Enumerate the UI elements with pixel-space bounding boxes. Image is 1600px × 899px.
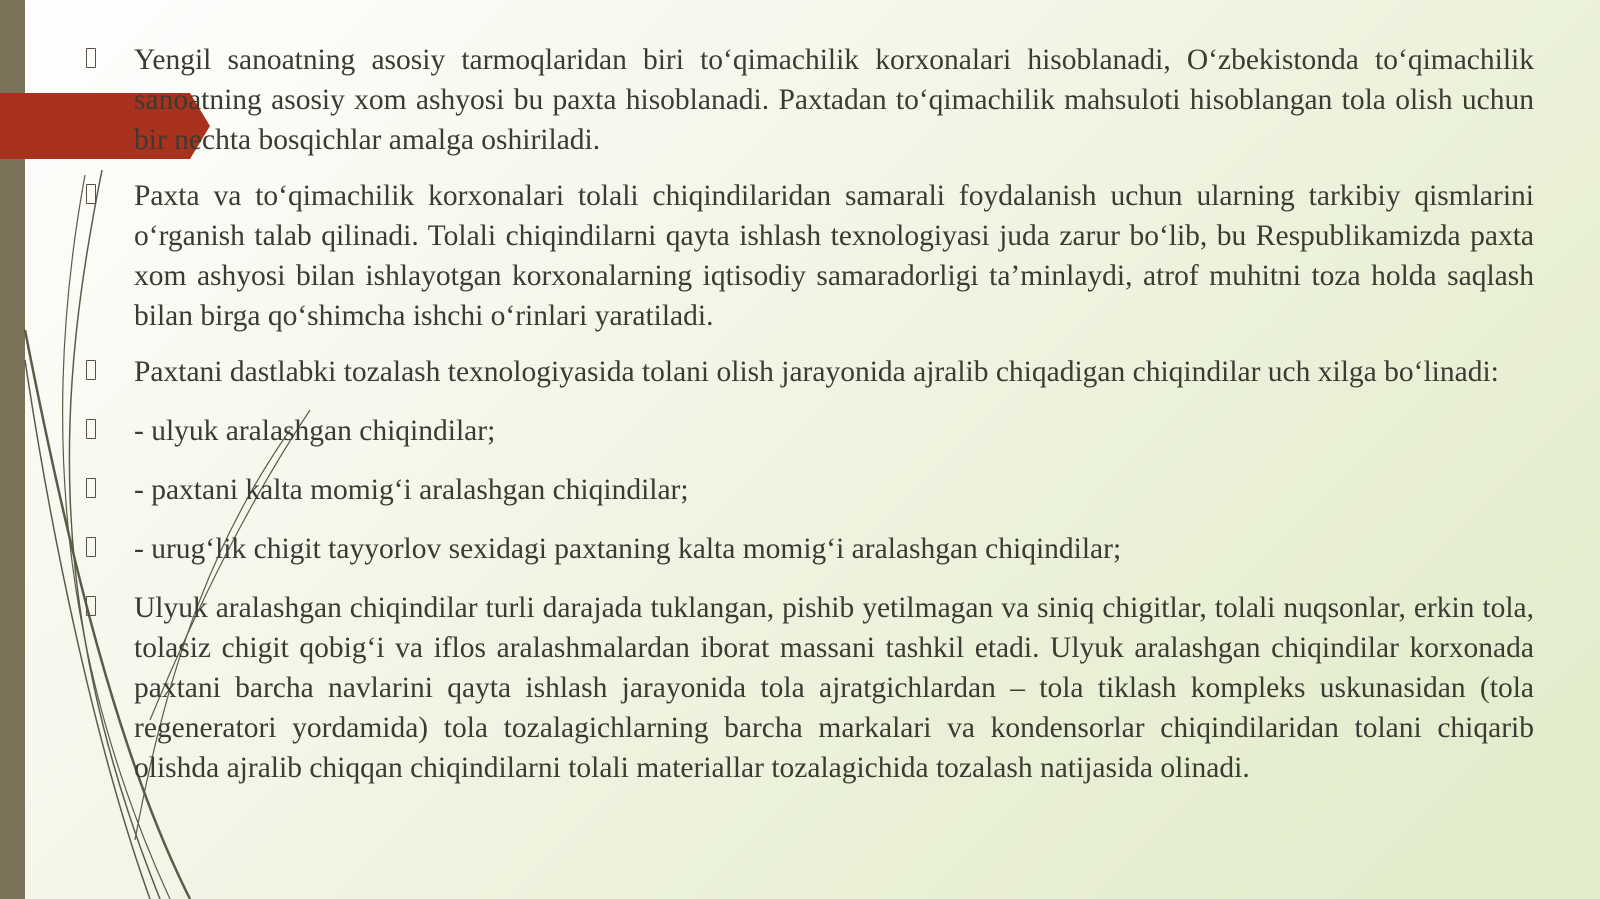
bullet-marker-icon — [86, 176, 134, 219]
bullet-marker-icon — [86, 352, 134, 395]
bullet-text: - paxtani kalta momig‘i aralashgan chiqindilar; — [134, 474, 689, 506]
bullet-text: - urug‘lik chigit tayyorlov sexidagi paxtaning kalta momig‘i aralashgan chiqindilar; — [134, 533, 1122, 565]
bullet-item — [86, 411, 1534, 454]
bullet-marker-icon — [86, 40, 134, 83]
bullet-item — [86, 588, 1534, 788]
bullet-text: - ulyuk aralashgan chiqindilar; — [134, 415, 496, 447]
bullet-marker-icon — [86, 411, 134, 454]
bullet-text: Paxtani dastlabki tozalash texnologiyasida tolani olish jarayonida ajralib chiqadigan chiqindilar uch xilga bo‘linadi: — [134, 356, 1499, 388]
bullet-text: Paxta va to‘qimachilik korxonalari tolali chiqindilaridan samarali foydalanish uchun ularning tarkibiy qismlarini o‘rganish talab qilinadi. Tolali chiqindilarni qayta ishlash texnologiyasi juda zarur bo‘lib, bu Respublikamizda paxta xom ashyosi bilan ishlayotgan korxonalarning iqtisodiy samaradorligi ta’minlaydi, atrof muhitni toza holda saqlash bilan birga qo‘shimcha ishchi o‘rinlari yaratiladi. — [134, 180, 1534, 332]
bullet-marker-icon — [86, 588, 134, 631]
bullet-text: Ulyuk aralashgan chiqindilar turli darajada tuklangan, pishib yetilmagan va siniq chigitlar, tolali nuqsonlar, erkin tola, tolasiz chigit qobig‘i va iflos aralashmalardan iborat massani tashkil etadi. Ulyuk aralashgan chiqindilar korxonada paxtani barcha navlarini qayta ishlash jarayonida tola ajratgichlardan – tola tiklash kompleks uskunasidan (tola regeneratori yordamida) tola tozalagichlarning barcha markalari va kondensorlar chiqindilaridan tolani chiqarib olishda ajralib chiqqan chiqindilarni tolali materiallar tozalagichida tozalash natijasida olinadi. — [134, 592, 1534, 784]
bullet-item — [86, 176, 1534, 336]
slide-content — [86, 40, 1534, 804]
bullet-text: Yengil sanoatning asosiy tarmoqlaridan biri to‘qimachilik korxonalari hisoblanadi, O‘zbekistonda to‘qimachilik sanoatning asosiy xom ashyosi bu paxta hisoblanadi. Paxtadan to‘qimachilik mahsuloti hisoblangan tola olish uchun bir nechta bosqichlar amalga oshiriladi. — [134, 44, 1534, 156]
bullet-marker-icon — [86, 470, 134, 513]
bullet-item — [86, 470, 1534, 513]
bullet-item — [86, 40, 1534, 160]
bullet-item — [86, 529, 1534, 572]
bullet-item — [86, 352, 1534, 395]
bullet-marker-icon — [86, 529, 134, 572]
